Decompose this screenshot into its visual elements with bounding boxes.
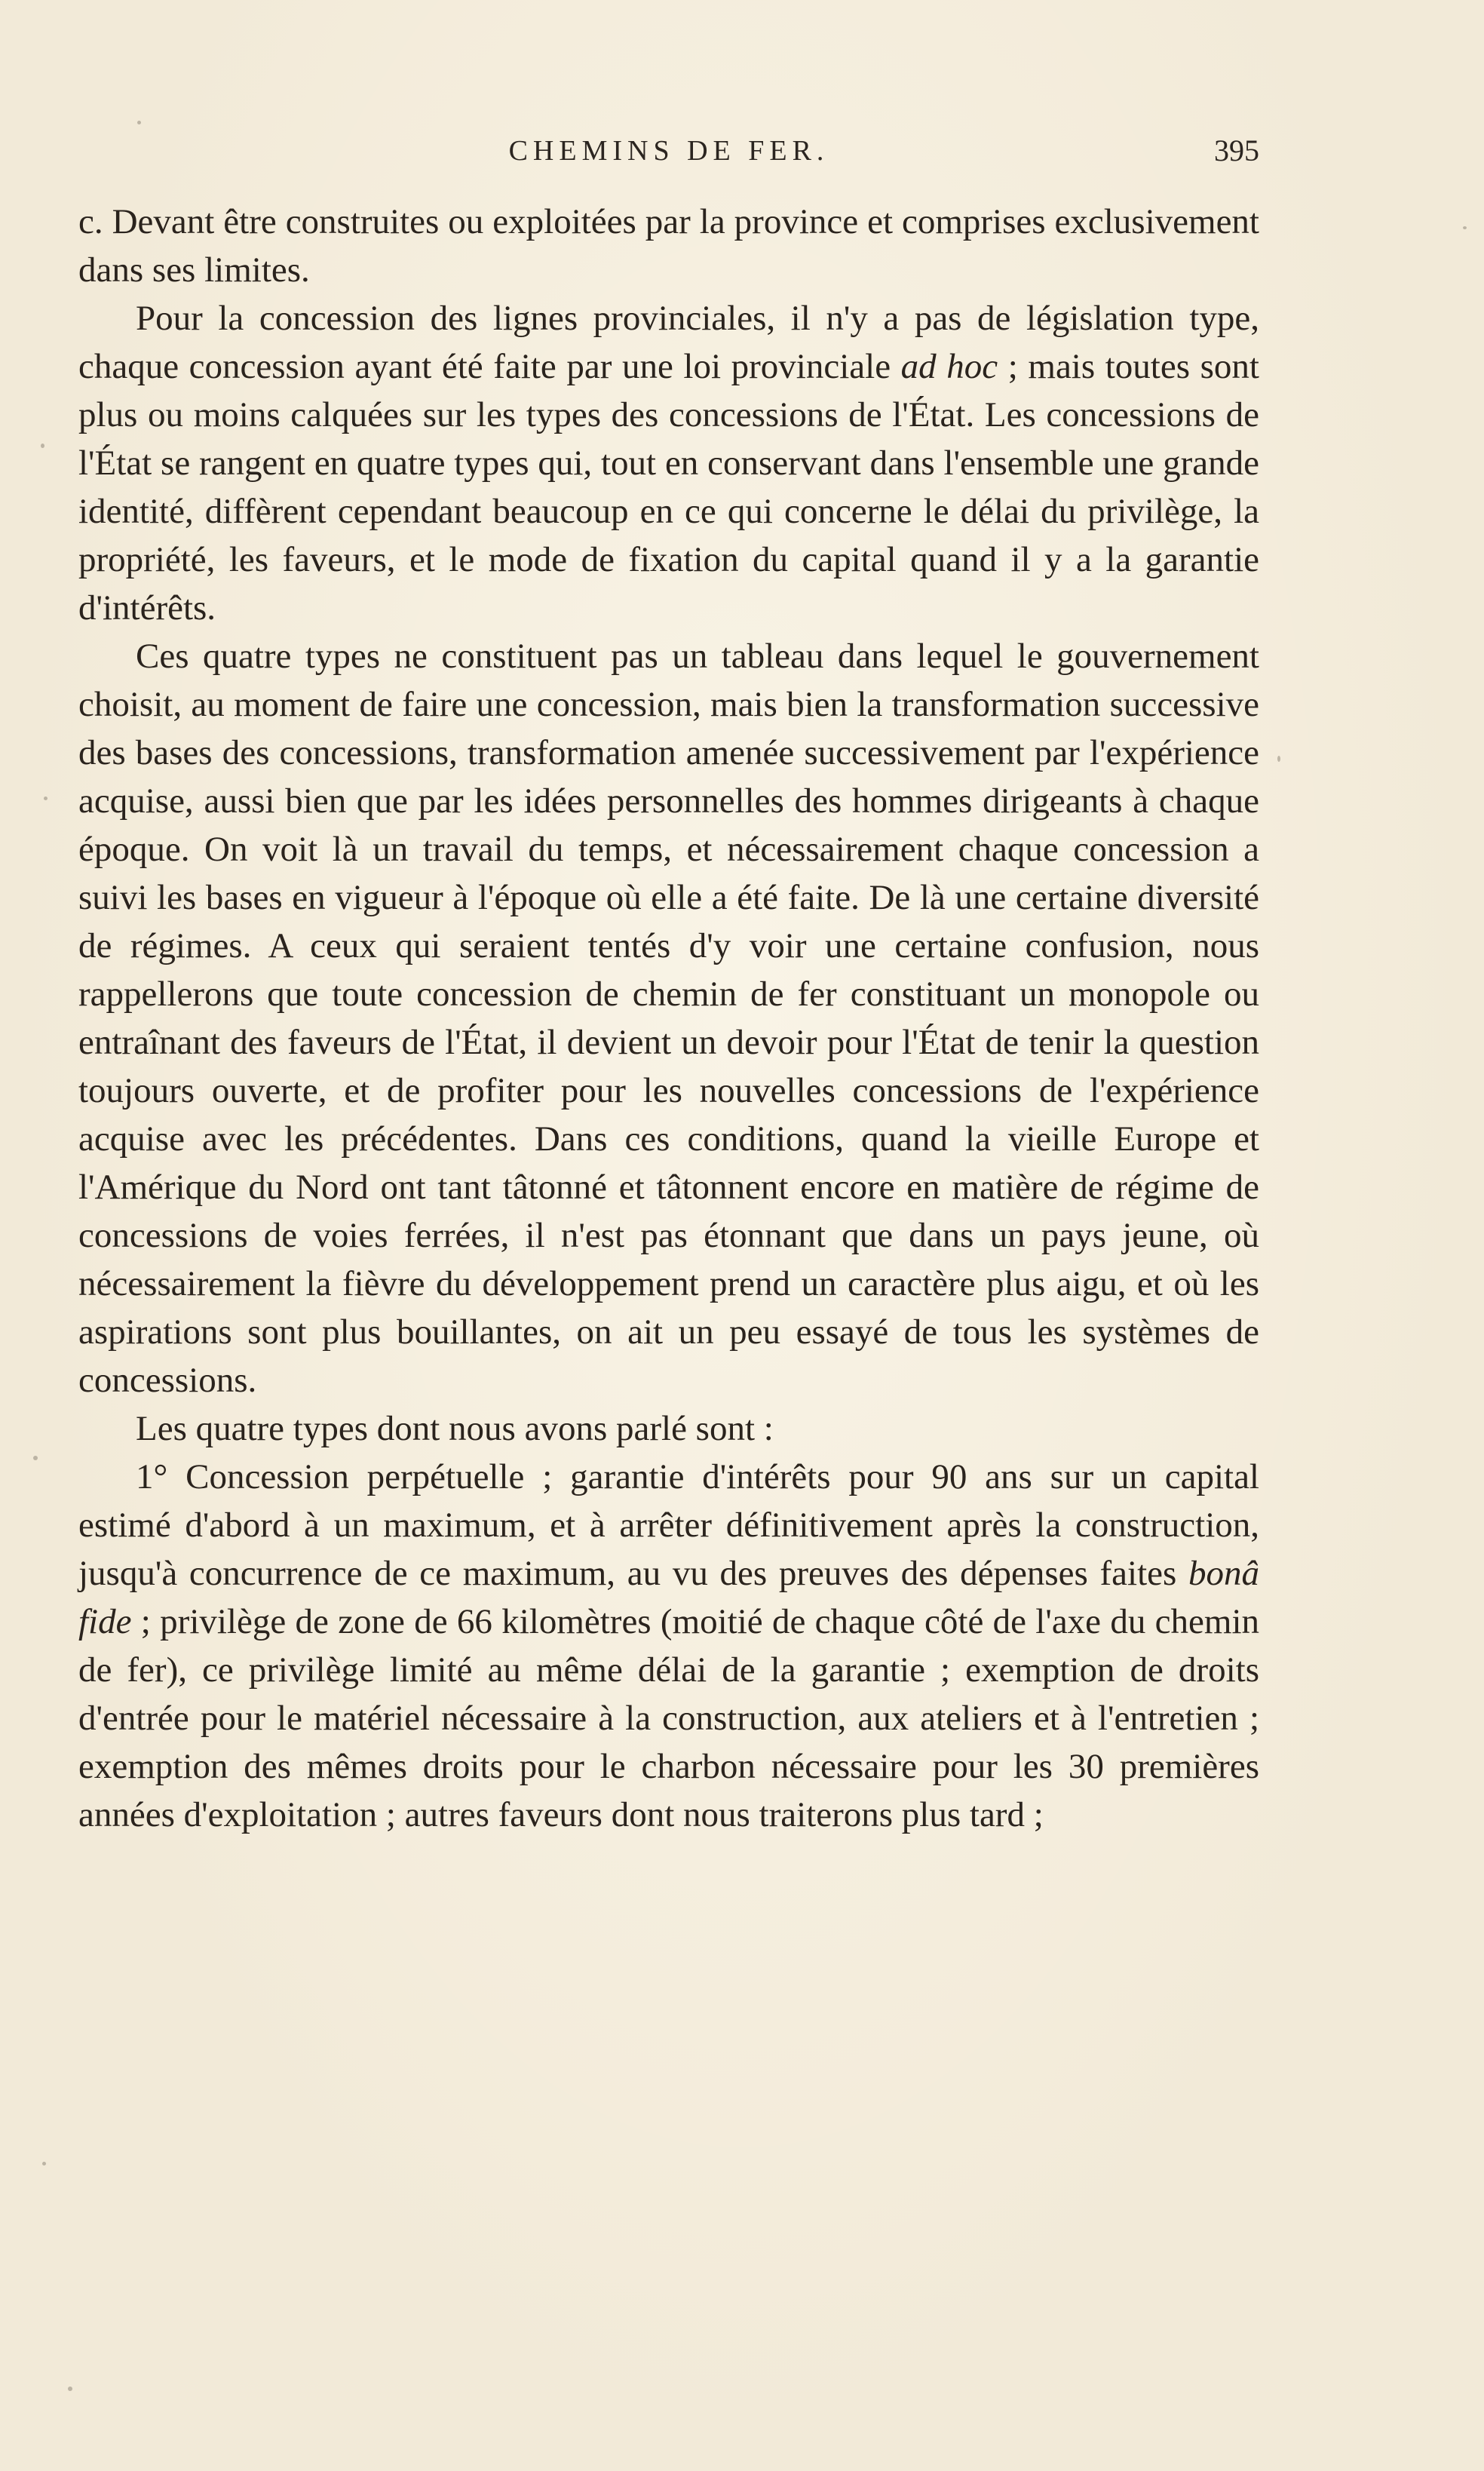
paragraph-1 <box>78 198 1259 294</box>
paper-speck <box>68 2387 72 2391</box>
paper-speck <box>33 1456 38 1460</box>
paper-speck <box>1463 226 1467 229</box>
body-text <box>78 198 1259 1839</box>
paragraph-4-text: Les quatre types dont nous avons parlé sont : <box>136 1409 774 1448</box>
page-number: 395 <box>1214 134 1259 167</box>
paragraph-5-italic: bonâ fide <box>78 1554 1259 1641</box>
paragraph-5 <box>78 1453 1259 1839</box>
paragraph-5-text-a: 1° Concession perpétuelle ; garantie d'intérêts pour 90 ans sur un capital estimé d'abord à un maximum, et à arrêter définitivement après la construction, jusqu'à concurrence de ce maximum, au vu des preuves des dépenses faites <box>78 1457 1259 1593</box>
running-head <box>78 130 1259 175</box>
paper-speck <box>41 444 44 448</box>
paragraph-2 <box>78 294 1259 632</box>
paragraph-3 <box>78 632 1259 1404</box>
paragraph-1-text: c. Devant être construites ou exploitées par la province et comprises exclusivement dans ses limites. <box>78 202 1259 290</box>
paragraph-3-text: Ces quatre types ne constituent pas un tableau dans lequel le gouvernement choisit, au moment de faire une concession, mais bien la transformation successive des bases des concessions, transformation amenée successivement par l'expérience acquise, aussi bien que par les idées personnelles des hommes dirigeants à chaque époque. On voit là un travail du temps, et nécessairement chaque concession a suivi les bases en vigueur à l'époque où elle a été faite. De là une certaine diversité de régimes. A ceux qui seraient tentés d'y voir une certaine confusion, nous rappellerons que toute concession de chemin de fer constituant un monopole ou entraînant des faveurs de l'État, il devient un devoir pour l'État de tenir la question toujours ouverte, et de profiter pour les nouvelles concessions de l'expérience acquise avec les précédentes. Dans ces conditions, quand la vieille Europe et l'Amérique du Nord ont tant tâtonné et tâtonnent encore en matière de régime de concessions de voies ferrées, il n'est pas étonnant que dans un pays jeune, où nécessairement la fièvre du développement prend un caractère plus aigu, et où les aspirations sont plus bouillantes, on ait un peu essayé de tous les systèmes de concessions. <box>78 637 1259 1400</box>
paragraph-4 <box>78 1404 1259 1453</box>
paragraph-2-text-a: Pour la concession des lignes provinciales, il n'y a pas de législation type, chaque concession ayant été faite par une loi provinciale <box>78 299 1259 386</box>
paragraph-2-text-b: ; mais toutes sont plus ou moins calquées sur les types des concessions de l'État. Les concessions de l'État se rangent en quatre types qui, tout en conservant dans l'ensemble une grande identité, diffèrent cependant beaucoup en ce qui concerne le délai du privilège, la propriété, les faveurs, et le mode de fixation du capital quand il y a la garantie d'intérêts. <box>78 347 1259 628</box>
paper-speck <box>44 797 48 800</box>
paragraph-2-italic: ad hoc <box>900 347 998 386</box>
paper-speck <box>137 121 141 124</box>
paragraph-5-text-b: ; privilège de zone de 66 kilomètres (moitié de chaque côté de l'axe du chemin de fer), ce privilège limité au même délai de la garantie ; exemption de droits d'entrée pour le matériel nécessaire à la construction, aux ateliers et à l'entretien ; exemption des mêmes droits pour le charbon nécessaire pour les 30 premières années d'exploitation ; autres faveurs dont nous traiterons plus tard ; <box>78 1602 1259 1834</box>
paper-speck <box>42 2162 46 2166</box>
paper-speck <box>1277 756 1280 762</box>
running-title: CHEMINS DE FER. <box>508 135 829 167</box>
